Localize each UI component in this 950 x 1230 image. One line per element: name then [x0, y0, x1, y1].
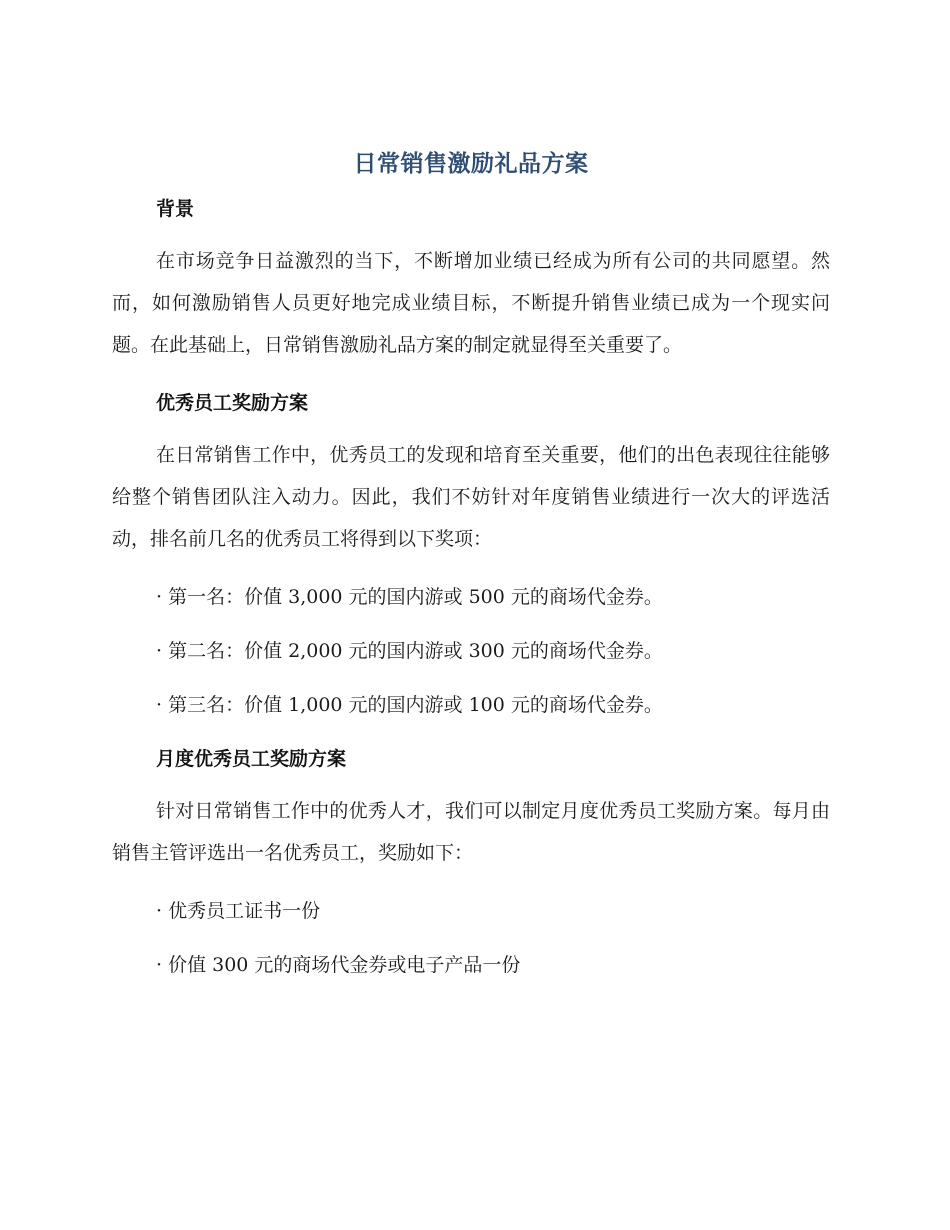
section-heading-monthly-award: 月度优秀员工奖励方案 [156, 748, 347, 770]
spacer [112, 928, 830, 948]
document-title: 日常销售激励礼品方案 [353, 151, 589, 177]
spacer [112, 184, 830, 192]
award-second-place: · 第二名：价值 2,000 元的国内游或 300 元的商场代金券。 [156, 640, 663, 662]
spacer [112, 722, 830, 742]
section-heading-excellent-employee-award: 优秀员工奖励方案 [156, 392, 309, 414]
document-body [112, 144, 830, 982]
spacer [112, 226, 830, 240]
background-paragraph: 在市场竞争日益激烈的当下，不断增加业绩已经成为所有公司的共同愿望。然而，如何激励销售人员更好地完成业绩目标，不断提升销售业绩已成为一个现实问题。在此基础上，日常销售激励礼品方案的制定就显得至关重要了。 [112, 250, 830, 356]
award-third-place: · 第三名：价值 1,000 元的国内游或 100 元的商场代金券。 [156, 694, 663, 716]
section-heading-background: 背景 [156, 198, 195, 220]
monthly-award-voucher: · 价值 300 元的商场代金券或电子产品一份 [156, 954, 521, 976]
monthly-award-paragraph: 针对日常销售工作中的优秀人才，我们可以制定月度优秀员工奖励方案。每月由销售主管评选出一名优秀员工，奖励如下： [112, 800, 830, 864]
spacer [112, 420, 830, 434]
spacer [112, 560, 830, 580]
spacer [112, 668, 830, 688]
award-first-place: · 第一名：价值 3,000 元的国内游或 500 元的商场代金券。 [156, 586, 663, 608]
spacer [112, 776, 830, 790]
spacer [112, 366, 830, 386]
spacer [112, 874, 830, 894]
monthly-award-certificate: · 优秀员工证书一份 [156, 900, 321, 922]
spacer [112, 614, 830, 634]
excellent-employee-paragraph: 在日常销售工作中，优秀员工的发现和培育至关重要，他们的出色表现往往能够给整个销售团队注入动力。因此，我们不妨针对年度销售业绩进行一次大的评选活动，排名前几名的优秀员工将得到以下奖项： [112, 444, 830, 550]
